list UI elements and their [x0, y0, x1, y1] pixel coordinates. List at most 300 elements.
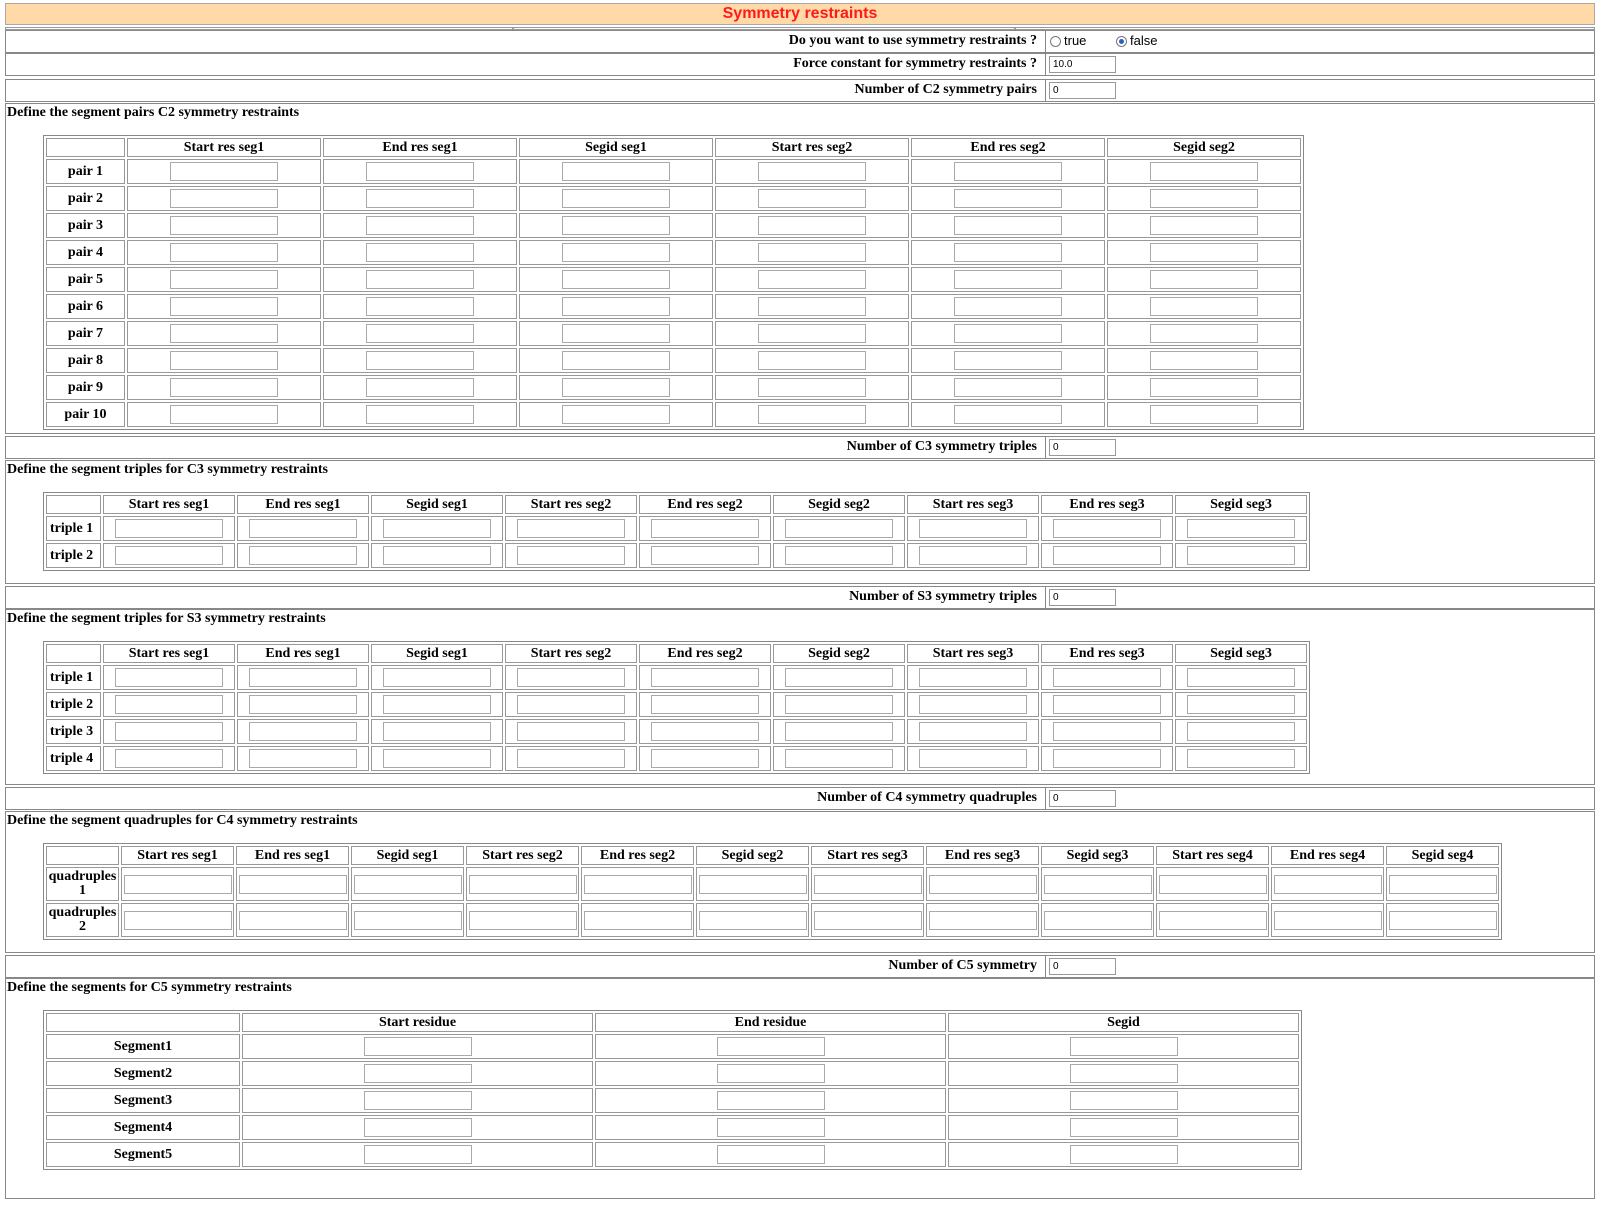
input-cell [1041, 665, 1173, 690]
text-input[interactable] [249, 546, 357, 565]
input-cell [103, 665, 235, 690]
text-input[interactable] [249, 749, 357, 768]
input-cell [948, 1088, 1299, 1113]
text-input[interactable] [562, 270, 670, 289]
text-input[interactable] [562, 324, 670, 343]
text-input[interactable] [366, 297, 474, 316]
text-input[interactable] [954, 216, 1062, 235]
text-input[interactable] [1053, 749, 1161, 768]
text-input[interactable] [954, 189, 1062, 208]
input-cell [1175, 516, 1307, 541]
text-input[interactable] [249, 668, 357, 687]
input-cell [907, 543, 1039, 568]
input-cell [505, 665, 637, 690]
text-input[interactable] [814, 911, 922, 930]
s3-count-input[interactable]: 0 [1049, 589, 1116, 606]
column-header: End res seg1 [236, 846, 349, 865]
input-cell [1386, 867, 1499, 901]
input-cell [926, 867, 1039, 901]
text-input[interactable] [758, 297, 866, 316]
text-input[interactable] [469, 911, 577, 930]
input-cell [773, 719, 905, 744]
c2-table [43, 135, 1304, 430]
c3-count-row [5, 436, 1595, 459]
column-header: End res seg1 [237, 495, 369, 514]
text-input[interactable] [249, 695, 357, 714]
text-input[interactable] [562, 405, 670, 424]
text-input[interactable] [651, 519, 759, 538]
row-label: triple 2 [46, 692, 101, 717]
text-input[interactable] [115, 668, 223, 687]
text-input[interactable] [758, 243, 866, 262]
input-cell [595, 1088, 946, 1113]
radio-true[interactable] [1050, 36, 1061, 47]
input-cell [242, 1115, 593, 1140]
input-cell [911, 375, 1105, 400]
text-input[interactable] [651, 546, 759, 565]
text-input[interactable] [239, 875, 347, 894]
text-input[interactable] [785, 519, 893, 538]
row-label: triple 2 [46, 543, 101, 568]
text-input[interactable] [1150, 378, 1258, 397]
row-label: pair 5 [46, 267, 125, 292]
table-row [46, 516, 1307, 541]
text-input[interactable] [170, 243, 278, 262]
input-cell [1107, 267, 1301, 292]
text-input[interactable] [717, 1118, 825, 1137]
text-input[interactable] [562, 378, 670, 397]
text-input[interactable] [1053, 722, 1161, 741]
text-input[interactable] [249, 722, 357, 741]
input-cell [505, 692, 637, 717]
row-label: Segment3 [46, 1088, 240, 1113]
input-cell [371, 665, 503, 690]
input-cell [911, 267, 1105, 292]
c4-count-input[interactable]: 0 [1049, 790, 1116, 807]
text-input[interactable] [717, 1145, 825, 1164]
text-input[interactable] [124, 911, 232, 930]
column-header: End res seg2 [581, 846, 694, 865]
column-header: Segid seg2 [773, 644, 905, 663]
column-header: Start res seg4 [1156, 846, 1269, 865]
text-input[interactable] [364, 1064, 472, 1083]
column-header: End res seg3 [1041, 644, 1173, 663]
input-cell [715, 186, 909, 211]
input-cell [236, 903, 349, 937]
column-header: Segid seg2 [773, 495, 905, 514]
text-input[interactable] [366, 405, 474, 424]
radio-false-label: false [1130, 33, 1158, 48]
text-input[interactable] [366, 324, 474, 343]
text-input[interactable] [366, 378, 474, 397]
input-cell [103, 719, 235, 744]
text-input[interactable] [469, 875, 577, 894]
text-input[interactable] [1053, 546, 1161, 565]
c5-count-row [5, 955, 1595, 978]
table-row [46, 1088, 1299, 1113]
input-cell [715, 213, 909, 238]
text-input[interactable] [364, 1145, 472, 1164]
text-input[interactable] [1274, 911, 1382, 930]
text-input[interactable] [1389, 911, 1497, 930]
text-input[interactable] [758, 378, 866, 397]
text-input[interactable] [954, 324, 1062, 343]
input-cell [1041, 746, 1173, 771]
text-input[interactable] [170, 405, 278, 424]
input-cell [1156, 867, 1269, 901]
text-input[interactable] [785, 668, 893, 687]
input-cell [926, 903, 1039, 937]
input-cell [907, 516, 1039, 541]
input-cell [595, 1034, 946, 1059]
text-input[interactable] [919, 668, 1027, 687]
c3-count-input[interactable]: 0 [1049, 439, 1116, 456]
row-label: triple 4 [46, 746, 101, 771]
text-input[interactable] [1187, 546, 1295, 565]
text-input[interactable] [758, 324, 866, 343]
text-input[interactable] [562, 216, 670, 235]
text-input[interactable] [1150, 189, 1258, 208]
text-input[interactable] [115, 749, 223, 768]
text-input[interactable] [1159, 911, 1267, 930]
table-row [46, 1034, 1299, 1059]
text-input[interactable] [651, 695, 759, 714]
row-label: Segment4 [46, 1115, 240, 1140]
input-cell [242, 1088, 593, 1113]
row-label: pair 10 [46, 402, 125, 427]
input-cell [237, 516, 369, 541]
input-cell [505, 719, 637, 744]
c4-section [5, 811, 1595, 953]
text-input[interactable] [954, 297, 1062, 316]
text-input[interactable] [354, 911, 462, 930]
table-row [46, 402, 1301, 427]
input-cell [811, 867, 924, 901]
text-input[interactable] [366, 216, 474, 235]
text-input[interactable] [1053, 668, 1161, 687]
text-input[interactable] [954, 351, 1062, 370]
text-input[interactable] [814, 875, 922, 894]
input-cell [595, 1142, 946, 1167]
table-row [46, 1142, 1299, 1167]
text-input[interactable] [584, 911, 692, 930]
text-input[interactable] [929, 911, 1037, 930]
text-input[interactable] [1044, 875, 1152, 894]
c4-count-control [1045, 787, 1595, 810]
text-input[interactable] [758, 162, 866, 181]
column-header: Segid [948, 1013, 1299, 1032]
text-input[interactable] [383, 546, 491, 565]
text-input[interactable] [1159, 875, 1267, 894]
text-input[interactable] [1044, 911, 1152, 930]
input-cell [127, 402, 321, 427]
text-input[interactable] [758, 189, 866, 208]
text-input[interactable] [699, 875, 807, 894]
s3-section-title: Define the segment triples for S3 symmetry restraints [7, 611, 326, 626]
c5-count-label: Number of C5 symmetry [888, 958, 1037, 973]
input-cell [639, 746, 771, 771]
text-input[interactable] [364, 1037, 472, 1056]
text-input[interactable] [699, 911, 807, 930]
input-cell [103, 746, 235, 771]
text-input[interactable] [1187, 668, 1295, 687]
text-input[interactable] [954, 270, 1062, 289]
text-input[interactable] [170, 297, 278, 316]
text-input[interactable] [115, 519, 223, 538]
input-cell [773, 692, 905, 717]
text-input[interactable] [919, 695, 1027, 714]
text-input[interactable] [366, 351, 474, 370]
input-cell [911, 348, 1105, 373]
text-input[interactable] [954, 405, 1062, 424]
text-input[interactable] [1150, 297, 1258, 316]
corner-cell [46, 846, 119, 865]
text-input[interactable] [758, 216, 866, 235]
text-input[interactable] [115, 722, 223, 741]
input-cell [911, 294, 1105, 319]
text-input[interactable] [919, 749, 1027, 768]
text-input[interactable] [170, 378, 278, 397]
text-input[interactable] [758, 405, 866, 424]
force-constant-label: Force constant for symmetry restraints ? [793, 56, 1037, 71]
text-input[interactable] [562, 351, 670, 370]
table-row [46, 294, 1301, 319]
text-input[interactable] [1150, 324, 1258, 343]
row-label: Segment5 [46, 1142, 240, 1167]
column-header: End res seg1 [237, 644, 369, 663]
text-input[interactable] [170, 324, 278, 343]
text-input[interactable] [1070, 1145, 1178, 1164]
text-input[interactable] [366, 189, 474, 208]
input-cell [715, 240, 909, 265]
text-input[interactable] [758, 351, 866, 370]
row-label: pair 7 [46, 321, 125, 346]
input-cell [1156, 903, 1269, 937]
text-input[interactable] [1150, 351, 1258, 370]
text-input[interactable] [366, 162, 474, 181]
text-input[interactable] [717, 1064, 825, 1083]
input-cell [911, 402, 1105, 427]
text-input[interactable] [517, 668, 625, 687]
row-label: pair 8 [46, 348, 125, 373]
input-cell [911, 321, 1105, 346]
text-input[interactable] [1070, 1064, 1178, 1083]
use-symmetry-control [1045, 30, 1595, 53]
input-cell [323, 294, 517, 319]
text-input[interactable] [517, 519, 625, 538]
text-input[interactable] [239, 911, 347, 930]
text-input[interactable] [929, 875, 1037, 894]
row-label: pair 9 [46, 375, 125, 400]
table-row [46, 375, 1301, 400]
force-constant-input[interactable]: 10.0 [1049, 56, 1116, 73]
text-input[interactable] [562, 162, 670, 181]
text-input[interactable] [517, 749, 625, 768]
input-cell [1271, 903, 1384, 937]
c2-count-control [1045, 79, 1595, 102]
input-cell [323, 321, 517, 346]
row-label: triple 3 [46, 719, 101, 744]
row-label: pair 3 [46, 213, 125, 238]
text-input[interactable] [1150, 405, 1258, 424]
input-cell [1041, 516, 1173, 541]
text-input[interactable] [758, 270, 866, 289]
input-cell [323, 402, 517, 427]
input-cell [911, 159, 1105, 184]
text-input[interactable] [249, 519, 357, 538]
table-row [46, 1115, 1299, 1140]
table-row [46, 240, 1301, 265]
s3-count-row [5, 586, 1595, 609]
text-input[interactable] [584, 875, 692, 894]
column-header: End res seg3 [926, 846, 1039, 865]
text-input[interactable] [517, 722, 625, 741]
input-cell [519, 186, 713, 211]
text-input[interactable] [785, 695, 893, 714]
input-cell [911, 186, 1105, 211]
c2-section [5, 103, 1595, 434]
column-header: Start res seg3 [907, 495, 1039, 514]
column-header: Start res seg2 [505, 644, 637, 663]
input-cell [1041, 867, 1154, 901]
c2-count-input[interactable]: 0 [1049, 82, 1116, 99]
text-input[interactable] [954, 378, 1062, 397]
text-input[interactable] [170, 189, 278, 208]
text-input[interactable] [1053, 519, 1161, 538]
text-input[interactable] [1187, 519, 1295, 538]
text-input[interactable] [1150, 216, 1258, 235]
table-row [46, 692, 1307, 717]
text-input[interactable] [1150, 243, 1258, 262]
row-label: pair 6 [46, 294, 125, 319]
input-cell [519, 294, 713, 319]
text-input[interactable] [1150, 162, 1258, 181]
text-input[interactable] [1070, 1091, 1178, 1110]
text-input[interactable] [1187, 749, 1295, 768]
text-input[interactable] [562, 189, 670, 208]
input-cell [127, 186, 321, 211]
text-input[interactable] [1187, 722, 1295, 741]
c5-count-input[interactable]: 0 [1049, 958, 1116, 975]
text-input[interactable] [954, 162, 1062, 181]
input-cell [907, 719, 1039, 744]
input-cell [1107, 294, 1301, 319]
s3-table [43, 641, 1310, 774]
force-constant-row [5, 53, 1595, 76]
text-input[interactable] [785, 546, 893, 565]
radio-false[interactable] [1116, 36, 1127, 47]
input-cell [323, 375, 517, 400]
text-input[interactable] [717, 1037, 825, 1056]
page-title: Symmetry restraints [5, 3, 1595, 25]
c2-section-title: Define the segment pairs C2 symmetry restraints [7, 105, 300, 120]
input-cell [1107, 348, 1301, 373]
input-cell [323, 267, 517, 292]
text-input[interactable] [364, 1118, 472, 1137]
corner-cell [46, 644, 101, 663]
text-input[interactable] [364, 1091, 472, 1110]
column-header: Start res seg2 [466, 846, 579, 865]
column-header: Segid seg1 [519, 138, 713, 157]
text-input[interactable] [651, 722, 759, 741]
input-cell [1107, 375, 1301, 400]
c5-section [5, 978, 1595, 1199]
text-input[interactable] [383, 722, 491, 741]
text-input[interactable] [170, 351, 278, 370]
input-cell [907, 692, 1039, 717]
text-input[interactable] [366, 243, 474, 262]
input-cell [696, 867, 809, 901]
input-cell [715, 375, 909, 400]
input-cell [505, 746, 637, 771]
text-input[interactable] [124, 875, 232, 894]
text-input[interactable] [170, 162, 278, 181]
text-input[interactable] [651, 749, 759, 768]
input-cell [1107, 213, 1301, 238]
text-input[interactable] [170, 270, 278, 289]
text-input[interactable] [1389, 875, 1497, 894]
c3-section-title: Define the segment triples for C3 symmetry restraints [7, 462, 329, 477]
text-input[interactable] [1274, 875, 1382, 894]
table-row [46, 213, 1301, 238]
input-cell [519, 348, 713, 373]
text-input[interactable] [954, 243, 1062, 262]
input-cell [242, 1061, 593, 1086]
input-cell [773, 516, 905, 541]
text-input[interactable] [919, 722, 1027, 741]
input-cell [639, 543, 771, 568]
text-input[interactable] [383, 749, 491, 768]
text-input[interactable] [366, 270, 474, 289]
text-input[interactable] [562, 243, 670, 262]
text-input[interactable] [717, 1091, 825, 1110]
input-cell [1386, 903, 1499, 937]
text-input[interactable] [562, 297, 670, 316]
text-input[interactable] [1187, 695, 1295, 714]
input-cell [323, 348, 517, 373]
text-input[interactable] [1070, 1118, 1178, 1137]
text-input[interactable] [115, 695, 223, 714]
text-input[interactable] [785, 749, 893, 768]
text-input[interactable] [1150, 270, 1258, 289]
input-cell [715, 267, 909, 292]
text-input[interactable] [354, 875, 462, 894]
table-row [46, 186, 1301, 211]
text-input[interactable] [651, 668, 759, 687]
radio-true-label: true [1064, 33, 1087, 48]
column-header: End res seg1 [323, 138, 517, 157]
text-input[interactable] [383, 668, 491, 687]
text-input[interactable] [115, 546, 223, 565]
input-cell [1107, 186, 1301, 211]
input-cell [519, 159, 713, 184]
text-input[interactable] [517, 695, 625, 714]
text-input[interactable] [517, 546, 625, 565]
text-input[interactable] [170, 216, 278, 235]
text-input[interactable] [919, 546, 1027, 565]
table-row [46, 719, 1307, 744]
text-input[interactable] [383, 519, 491, 538]
c3-count-label: Number of C3 symmetry triples [846, 439, 1037, 454]
text-input[interactable] [383, 695, 491, 714]
text-input[interactable] [785, 722, 893, 741]
text-input[interactable] [919, 519, 1027, 538]
input-cell [519, 267, 713, 292]
input-cell [127, 294, 321, 319]
text-input[interactable] [1070, 1037, 1178, 1056]
s3-section [5, 609, 1595, 785]
text-input[interactable] [1053, 695, 1161, 714]
